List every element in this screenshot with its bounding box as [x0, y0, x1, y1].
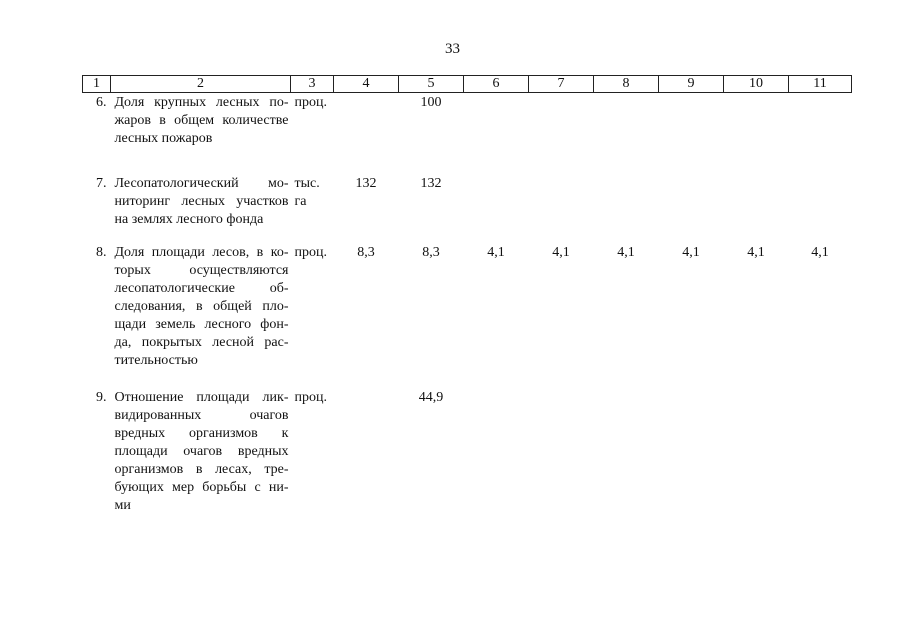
name-line: торых осуществляются — [114, 263, 289, 278]
value-cell — [659, 174, 724, 243]
header-cell: 7 — [529, 76, 594, 93]
header-cell: 4 — [334, 76, 399, 93]
name-line: да, покрытых лесной рас- — [114, 335, 289, 350]
header-cell: 8 — [594, 76, 659, 93]
value-cell — [529, 174, 594, 243]
unit-cell — [291, 388, 334, 515]
page-number: 33 — [445, 41, 460, 57]
value-cell — [789, 388, 852, 515]
value-cell — [334, 93, 399, 175]
name-line: на землях лесного фонда — [114, 212, 264, 227]
name-line: лесных пожаров — [114, 131, 213, 146]
header-cell: 3 — [291, 76, 334, 93]
indicators-table — [82, 75, 852, 515]
value-cell: 100 — [420, 95, 442, 110]
value-cell — [529, 388, 594, 515]
name-line: тительностью — [114, 353, 198, 368]
row-number: 7. — [96, 176, 107, 191]
indicator-name — [111, 174, 291, 243]
value-cell — [334, 388, 399, 515]
value-cell — [464, 174, 529, 243]
name-line: Лесопатологический мо- — [114, 176, 289, 191]
name-line: щади земель лесного фон- — [114, 317, 289, 332]
row-number: 6. — [96, 95, 107, 110]
value-cell — [659, 93, 724, 175]
name-line: вредных организмов к — [114, 426, 289, 441]
unit-cell — [291, 174, 334, 243]
name-line: бующих мер борьбы с ни- — [114, 480, 289, 495]
value-cell: 4,1 — [487, 245, 505, 260]
value-cell: 4,1 — [811, 245, 829, 260]
unit-line: проц. — [294, 95, 327, 110]
value-cell: 44,9 — [418, 390, 444, 405]
unit-line: га — [294, 194, 307, 209]
name-line: Доля крупных лесных по- — [114, 95, 289, 110]
header-cell: 6 — [464, 76, 529, 93]
value-cell — [659, 388, 724, 515]
table-row — [83, 174, 852, 243]
row-number: 8. — [96, 245, 107, 260]
header-cell: 10 — [724, 76, 789, 93]
header-cell: 9 — [659, 76, 724, 93]
value-cell — [789, 174, 852, 243]
value-cell — [529, 93, 594, 175]
name-line: жаров в общем количестве — [114, 113, 289, 128]
header-cell: 2 — [111, 76, 291, 93]
value-cell: 4,1 — [682, 245, 700, 260]
indicator-name — [111, 388, 291, 515]
indicator-name — [111, 93, 291, 175]
value-cell — [724, 388, 789, 515]
value-cell: 4,1 — [617, 245, 635, 260]
table-row — [83, 93, 852, 175]
value-cell: 8,3 — [422, 245, 440, 260]
value-cell — [594, 174, 659, 243]
name-line: следования, в общей пло- — [114, 299, 289, 314]
name-line: Отношение площади лик- — [114, 390, 289, 405]
value-cell — [724, 174, 789, 243]
value-cell: 132 — [355, 176, 377, 191]
value-cell — [464, 93, 529, 175]
row-number: 9. — [96, 390, 107, 405]
header-cell: 1 — [83, 76, 111, 93]
name-line: лесопатологические об- — [114, 281, 289, 296]
value-cell — [594, 388, 659, 515]
table-row — [83, 243, 852, 388]
unit-cell — [291, 93, 334, 175]
unit-line: проц. — [294, 245, 327, 260]
unit-line: проц. — [294, 390, 327, 405]
value-cell: 4,1 — [747, 245, 765, 260]
unit-line: тыс. — [294, 176, 320, 191]
value-cell — [594, 93, 659, 175]
table-row — [83, 388, 852, 515]
name-line: площади очагов вредных — [114, 444, 289, 459]
name-line: видированных очагов — [114, 408, 289, 423]
header-row — [83, 76, 852, 93]
value-cell: 132 — [420, 176, 442, 191]
value-cell — [789, 93, 852, 175]
value-cell: 4,1 — [552, 245, 570, 260]
indicator-name — [111, 243, 291, 388]
unit-cell — [291, 243, 334, 388]
name-line: ми — [114, 498, 131, 513]
value-cell — [724, 93, 789, 175]
value-cell — [464, 388, 529, 515]
header-cell: 5 — [399, 76, 464, 93]
header-cell: 11 — [789, 76, 852, 93]
value-cell: 8,3 — [357, 245, 375, 260]
name-line: Доля площади лесов, в ко- — [114, 245, 289, 260]
name-line: организмов в лесах, тре- — [114, 462, 289, 477]
name-line: ниторинг лесных участков — [114, 194, 289, 209]
